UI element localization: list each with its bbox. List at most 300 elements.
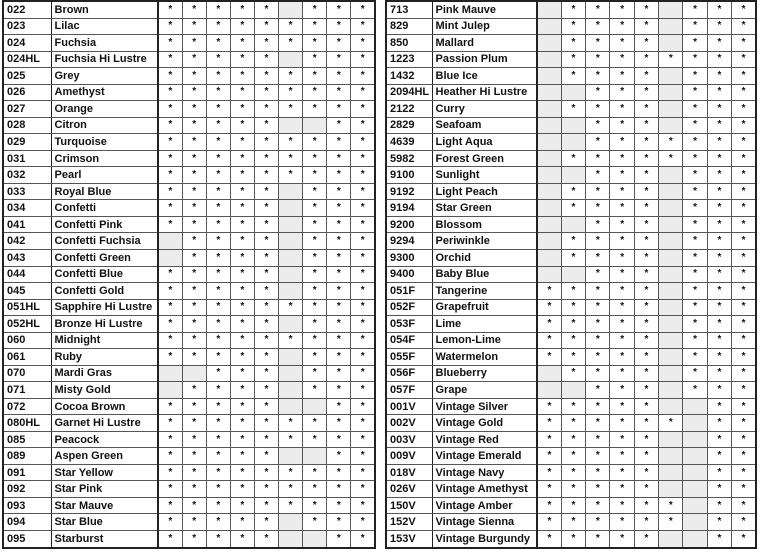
availability-star: * xyxy=(303,68,327,85)
availability-empty xyxy=(537,101,561,118)
availability-star: * xyxy=(279,431,303,448)
availability-star: * xyxy=(182,1,206,18)
availability-star: * xyxy=(206,283,230,300)
availability-star: * xyxy=(230,316,254,333)
availability-star: * xyxy=(610,283,634,300)
availability-star: * xyxy=(707,1,731,18)
availability-star: * xyxy=(327,448,351,465)
availability-star: * xyxy=(303,332,327,349)
color-name: Periwinkle xyxy=(432,233,537,250)
table-row xyxy=(3,332,375,349)
color-name: Curry xyxy=(432,101,537,118)
availability-star: * xyxy=(158,183,182,200)
availability-star: * xyxy=(303,200,327,217)
availability-star: * xyxy=(254,216,278,233)
availability-star: * xyxy=(254,200,278,217)
color-code: 095 xyxy=(3,531,51,549)
availability-star: * xyxy=(732,464,756,481)
color-code: 152V xyxy=(386,514,432,531)
color-code: 053F xyxy=(386,316,432,333)
color-code: 850 xyxy=(386,35,432,52)
availability-star: * xyxy=(158,448,182,465)
availability-star: * xyxy=(303,514,327,531)
availability-empty xyxy=(659,365,683,382)
availability-star: * xyxy=(732,398,756,415)
availability-star: * xyxy=(327,415,351,432)
availability-star: * xyxy=(327,266,351,283)
color-table-left xyxy=(2,0,376,549)
availability-star: * xyxy=(158,216,182,233)
availability-star: * xyxy=(610,431,634,448)
availability-star: * xyxy=(279,481,303,498)
table-row xyxy=(3,233,375,250)
availability-star: * xyxy=(586,531,610,549)
availability-star: * xyxy=(707,68,731,85)
availability-empty xyxy=(537,117,561,134)
availability-star: * xyxy=(707,266,731,283)
availability-star: * xyxy=(230,283,254,300)
availability-star: * xyxy=(610,35,634,52)
availability-star: * xyxy=(610,68,634,85)
availability-empty xyxy=(279,398,303,415)
availability-star: * xyxy=(683,167,707,184)
availability-star: * xyxy=(327,1,351,18)
availability-empty xyxy=(158,249,182,266)
availability-star: * xyxy=(303,365,327,382)
availability-empty xyxy=(279,448,303,465)
availability-star: * xyxy=(327,481,351,498)
availability-star: * xyxy=(634,18,658,35)
availability-empty xyxy=(537,266,561,283)
availability-star: * xyxy=(182,316,206,333)
availability-star: * xyxy=(182,531,206,549)
color-name: Citron xyxy=(51,117,158,134)
availability-empty xyxy=(537,382,561,399)
availability-star: * xyxy=(351,150,375,167)
availability-star: * xyxy=(634,183,658,200)
table-row xyxy=(386,497,756,514)
availability-star: * xyxy=(158,200,182,217)
availability-star: * xyxy=(634,299,658,316)
availability-empty xyxy=(279,216,303,233)
availability-star: * xyxy=(634,316,658,333)
availability-star: * xyxy=(707,382,731,399)
availability-star: * xyxy=(683,266,707,283)
availability-star: * xyxy=(732,117,756,134)
color-name: Pink Mauve xyxy=(432,1,537,18)
availability-star: * xyxy=(254,514,278,531)
availability-star: * xyxy=(351,35,375,52)
color-name: Confetti Gold xyxy=(51,283,158,300)
availability-star: * xyxy=(254,266,278,283)
table-row xyxy=(386,84,756,101)
availability-star: * xyxy=(206,398,230,415)
availability-star: * xyxy=(659,497,683,514)
availability-star: * xyxy=(732,183,756,200)
availability-empty xyxy=(659,35,683,52)
table-row xyxy=(3,349,375,366)
availability-star: * xyxy=(303,134,327,151)
availability-star: * xyxy=(182,117,206,134)
availability-star: * xyxy=(351,299,375,316)
availability-star: * xyxy=(634,464,658,481)
color-code: 028 xyxy=(3,117,51,134)
availability-star: * xyxy=(683,134,707,151)
availability-star: * xyxy=(561,481,585,498)
availability-star: * xyxy=(230,1,254,18)
availability-empty xyxy=(279,233,303,250)
color-code: 024 xyxy=(3,35,51,52)
availability-empty xyxy=(659,216,683,233)
color-code: 150V xyxy=(386,497,432,514)
availability-star: * xyxy=(732,101,756,118)
availability-star: * xyxy=(182,249,206,266)
availability-star: * xyxy=(732,35,756,52)
availability-star: * xyxy=(537,514,561,531)
availability-star: * xyxy=(634,398,658,415)
availability-star: * xyxy=(732,233,756,250)
availability-empty xyxy=(279,316,303,333)
availability-star: * xyxy=(230,117,254,134)
table-row xyxy=(3,68,375,85)
availability-star: * xyxy=(182,183,206,200)
availability-star: * xyxy=(182,18,206,35)
availability-star: * xyxy=(206,382,230,399)
availability-star: * xyxy=(537,332,561,349)
availability-star: * xyxy=(610,117,634,134)
availability-star: * xyxy=(732,431,756,448)
availability-star: * xyxy=(230,134,254,151)
color-name: Aspen Green xyxy=(51,448,158,465)
availability-star: * xyxy=(634,216,658,233)
color-name: Royal Blue xyxy=(51,183,158,200)
availability-star: * xyxy=(327,150,351,167)
availability-star: * xyxy=(303,249,327,266)
availability-empty xyxy=(537,249,561,266)
color-name: Tangerine xyxy=(432,283,537,300)
color-code: 043 xyxy=(3,249,51,266)
table-row xyxy=(386,531,756,549)
availability-empty xyxy=(537,200,561,217)
color-code: 5982 xyxy=(386,150,432,167)
availability-empty xyxy=(158,382,182,399)
color-name: Blueberry xyxy=(432,365,537,382)
availability-star: * xyxy=(206,150,230,167)
availability-star: * xyxy=(610,51,634,68)
table-row xyxy=(386,299,756,316)
color-code: 002V xyxy=(386,415,432,432)
availability-star: * xyxy=(279,299,303,316)
color-code: 042 xyxy=(3,233,51,250)
availability-empty xyxy=(659,167,683,184)
availability-star: * xyxy=(634,431,658,448)
availability-star: * xyxy=(303,299,327,316)
color-name: Grape xyxy=(432,382,537,399)
availability-star: * xyxy=(586,216,610,233)
availability-star: * xyxy=(707,448,731,465)
color-code: 001V xyxy=(386,398,432,415)
availability-star: * xyxy=(158,266,182,283)
table-row xyxy=(3,18,375,35)
availability-star: * xyxy=(561,316,585,333)
availability-star: * xyxy=(732,167,756,184)
availability-star: * xyxy=(537,299,561,316)
availability-star: * xyxy=(230,299,254,316)
availability-empty xyxy=(279,266,303,283)
availability-star: * xyxy=(351,382,375,399)
availability-star: * xyxy=(683,382,707,399)
availability-star: * xyxy=(732,1,756,18)
availability-star: * xyxy=(230,35,254,52)
availability-star: * xyxy=(634,68,658,85)
availability-star: * xyxy=(327,514,351,531)
availability-star: * xyxy=(182,382,206,399)
availability-star: * xyxy=(707,514,731,531)
availability-star: * xyxy=(561,531,585,549)
availability-star: * xyxy=(683,101,707,118)
availability-star: * xyxy=(182,167,206,184)
availability-star: * xyxy=(254,233,278,250)
color-code: 029 xyxy=(3,134,51,151)
availability-star: * xyxy=(303,183,327,200)
availability-star: * xyxy=(327,497,351,514)
color-code: 093 xyxy=(3,497,51,514)
availability-star: * xyxy=(707,349,731,366)
availability-star: * xyxy=(327,349,351,366)
color-name: Vintage Gold xyxy=(432,415,537,432)
availability-star: * xyxy=(230,365,254,382)
availability-empty xyxy=(659,117,683,134)
availability-star: * xyxy=(561,464,585,481)
table-row xyxy=(3,101,375,118)
availability-star: * xyxy=(634,1,658,18)
availability-star: * xyxy=(158,514,182,531)
availability-star: * xyxy=(683,299,707,316)
availability-star: * xyxy=(279,84,303,101)
table-row xyxy=(3,266,375,283)
availability-star: * xyxy=(206,51,230,68)
availability-star: * xyxy=(610,134,634,151)
availability-star: * xyxy=(586,332,610,349)
color-code: 055F xyxy=(386,349,432,366)
availability-star: * xyxy=(351,51,375,68)
color-code: 092 xyxy=(3,481,51,498)
color-name: Baby Blue xyxy=(432,266,537,283)
color-name: Ruby xyxy=(51,349,158,366)
availability-star: * xyxy=(610,332,634,349)
availability-star: * xyxy=(561,101,585,118)
availability-star: * xyxy=(610,382,634,399)
availability-star: * xyxy=(683,1,707,18)
table-row xyxy=(386,167,756,184)
availability-empty xyxy=(659,332,683,349)
availability-star: * xyxy=(732,448,756,465)
availability-star: * xyxy=(683,18,707,35)
color-name: Star Yellow xyxy=(51,464,158,481)
availability-star: * xyxy=(158,101,182,118)
availability-star: * xyxy=(230,200,254,217)
availability-empty xyxy=(659,531,683,549)
availability-empty xyxy=(279,183,303,200)
color-name: Watermelon xyxy=(432,349,537,366)
availability-star: * xyxy=(610,464,634,481)
availability-empty xyxy=(659,299,683,316)
color-name: Orchid xyxy=(432,249,537,266)
color-name: Fuchsia Hi Lustre xyxy=(51,51,158,68)
availability-star: * xyxy=(683,332,707,349)
table-row xyxy=(3,514,375,531)
availability-star: * xyxy=(254,150,278,167)
availability-star: * xyxy=(707,216,731,233)
availability-star: * xyxy=(206,134,230,151)
availability-star: * xyxy=(279,464,303,481)
color-name: Light Aqua xyxy=(432,134,537,151)
availability-star: * xyxy=(327,283,351,300)
availability-star: * xyxy=(351,68,375,85)
color-name: Vintage Sienna xyxy=(432,514,537,531)
availability-star: * xyxy=(586,398,610,415)
availability-star: * xyxy=(634,35,658,52)
color-code: 1223 xyxy=(386,51,432,68)
availability-star: * xyxy=(158,415,182,432)
availability-empty xyxy=(537,68,561,85)
availability-star: * xyxy=(707,150,731,167)
table-row xyxy=(386,183,756,200)
availability-star: * xyxy=(254,415,278,432)
availability-star: * xyxy=(561,68,585,85)
availability-star: * xyxy=(158,497,182,514)
availability-star: * xyxy=(707,35,731,52)
availability-empty xyxy=(182,365,206,382)
availability-empty xyxy=(279,249,303,266)
availability-star: * xyxy=(586,481,610,498)
availability-star: * xyxy=(732,249,756,266)
color-code: 022 xyxy=(3,1,51,18)
color-code: 023 xyxy=(3,18,51,35)
availability-star: * xyxy=(327,233,351,250)
table-row xyxy=(3,134,375,151)
color-name: Confetti xyxy=(51,200,158,217)
color-code: 024HL xyxy=(3,51,51,68)
availability-star: * xyxy=(586,167,610,184)
availability-star: * xyxy=(158,1,182,18)
availability-star: * xyxy=(327,200,351,217)
table-row xyxy=(3,382,375,399)
availability-star: * xyxy=(707,183,731,200)
color-name: Star Blue xyxy=(51,514,158,531)
availability-star: * xyxy=(351,183,375,200)
availability-star: * xyxy=(327,117,351,134)
color-name: Vintage Red xyxy=(432,431,537,448)
availability-star: * xyxy=(206,101,230,118)
availability-empty xyxy=(659,101,683,118)
availability-star: * xyxy=(182,497,206,514)
color-code: 027 xyxy=(3,101,51,118)
availability-star: * xyxy=(561,51,585,68)
availability-star: * xyxy=(707,316,731,333)
availability-star: * xyxy=(732,283,756,300)
color-code: 031 xyxy=(3,150,51,167)
availability-star: * xyxy=(586,134,610,151)
availability-star: * xyxy=(303,18,327,35)
availability-star: * xyxy=(327,464,351,481)
table-row xyxy=(3,531,375,549)
availability-star: * xyxy=(537,316,561,333)
availability-star: * xyxy=(610,365,634,382)
availability-empty xyxy=(537,51,561,68)
availability-star: * xyxy=(634,349,658,366)
availability-star: * xyxy=(610,216,634,233)
availability-empty xyxy=(537,216,561,233)
availability-star: * xyxy=(303,101,327,118)
availability-star: * xyxy=(732,415,756,432)
availability-star: * xyxy=(182,349,206,366)
availability-empty xyxy=(279,349,303,366)
color-name: Vintage Burgundy xyxy=(432,531,537,549)
availability-star: * xyxy=(586,84,610,101)
availability-star: * xyxy=(230,101,254,118)
availability-star: * xyxy=(327,18,351,35)
availability-star: * xyxy=(230,514,254,531)
availability-empty xyxy=(303,531,327,549)
color-name: Vintage Silver xyxy=(432,398,537,415)
availability-star: * xyxy=(634,531,658,549)
availability-star: * xyxy=(279,134,303,151)
availability-empty xyxy=(561,134,585,151)
table-row xyxy=(3,35,375,52)
table-row xyxy=(3,183,375,200)
availability-star: * xyxy=(707,332,731,349)
availability-star: * xyxy=(230,332,254,349)
availability-star: * xyxy=(586,51,610,68)
color-code: 033 xyxy=(3,183,51,200)
availability-star: * xyxy=(732,18,756,35)
color-name: Vintage Emerald xyxy=(432,448,537,465)
color-name: Passion Plum xyxy=(432,51,537,68)
table-row xyxy=(386,51,756,68)
availability-empty xyxy=(303,448,327,465)
availability-star: * xyxy=(610,101,634,118)
color-name: Amethyst xyxy=(51,84,158,101)
availability-star: * xyxy=(707,51,731,68)
availability-star: * xyxy=(206,349,230,366)
availability-star: * xyxy=(610,398,634,415)
table-row xyxy=(3,398,375,415)
availability-empty xyxy=(659,200,683,217)
color-code: 080HL xyxy=(3,415,51,432)
color-code: 829 xyxy=(386,18,432,35)
availability-star: * xyxy=(303,167,327,184)
table-row xyxy=(386,514,756,531)
color-name: Star Green xyxy=(432,200,537,217)
availability-star: * xyxy=(707,299,731,316)
availability-star: * xyxy=(659,150,683,167)
availability-star: * xyxy=(634,233,658,250)
availability-empty xyxy=(537,35,561,52)
availability-star: * xyxy=(303,1,327,18)
availability-star: * xyxy=(351,398,375,415)
availability-star: * xyxy=(158,117,182,134)
availability-star: * xyxy=(561,332,585,349)
availability-star: * xyxy=(586,497,610,514)
availability-star: * xyxy=(279,415,303,432)
availability-star: * xyxy=(206,266,230,283)
color-name: Lemon-Lime xyxy=(432,332,537,349)
availability-star: * xyxy=(561,398,585,415)
color-name: Mint Julep xyxy=(432,18,537,35)
availability-star: * xyxy=(586,431,610,448)
availability-star: * xyxy=(732,51,756,68)
